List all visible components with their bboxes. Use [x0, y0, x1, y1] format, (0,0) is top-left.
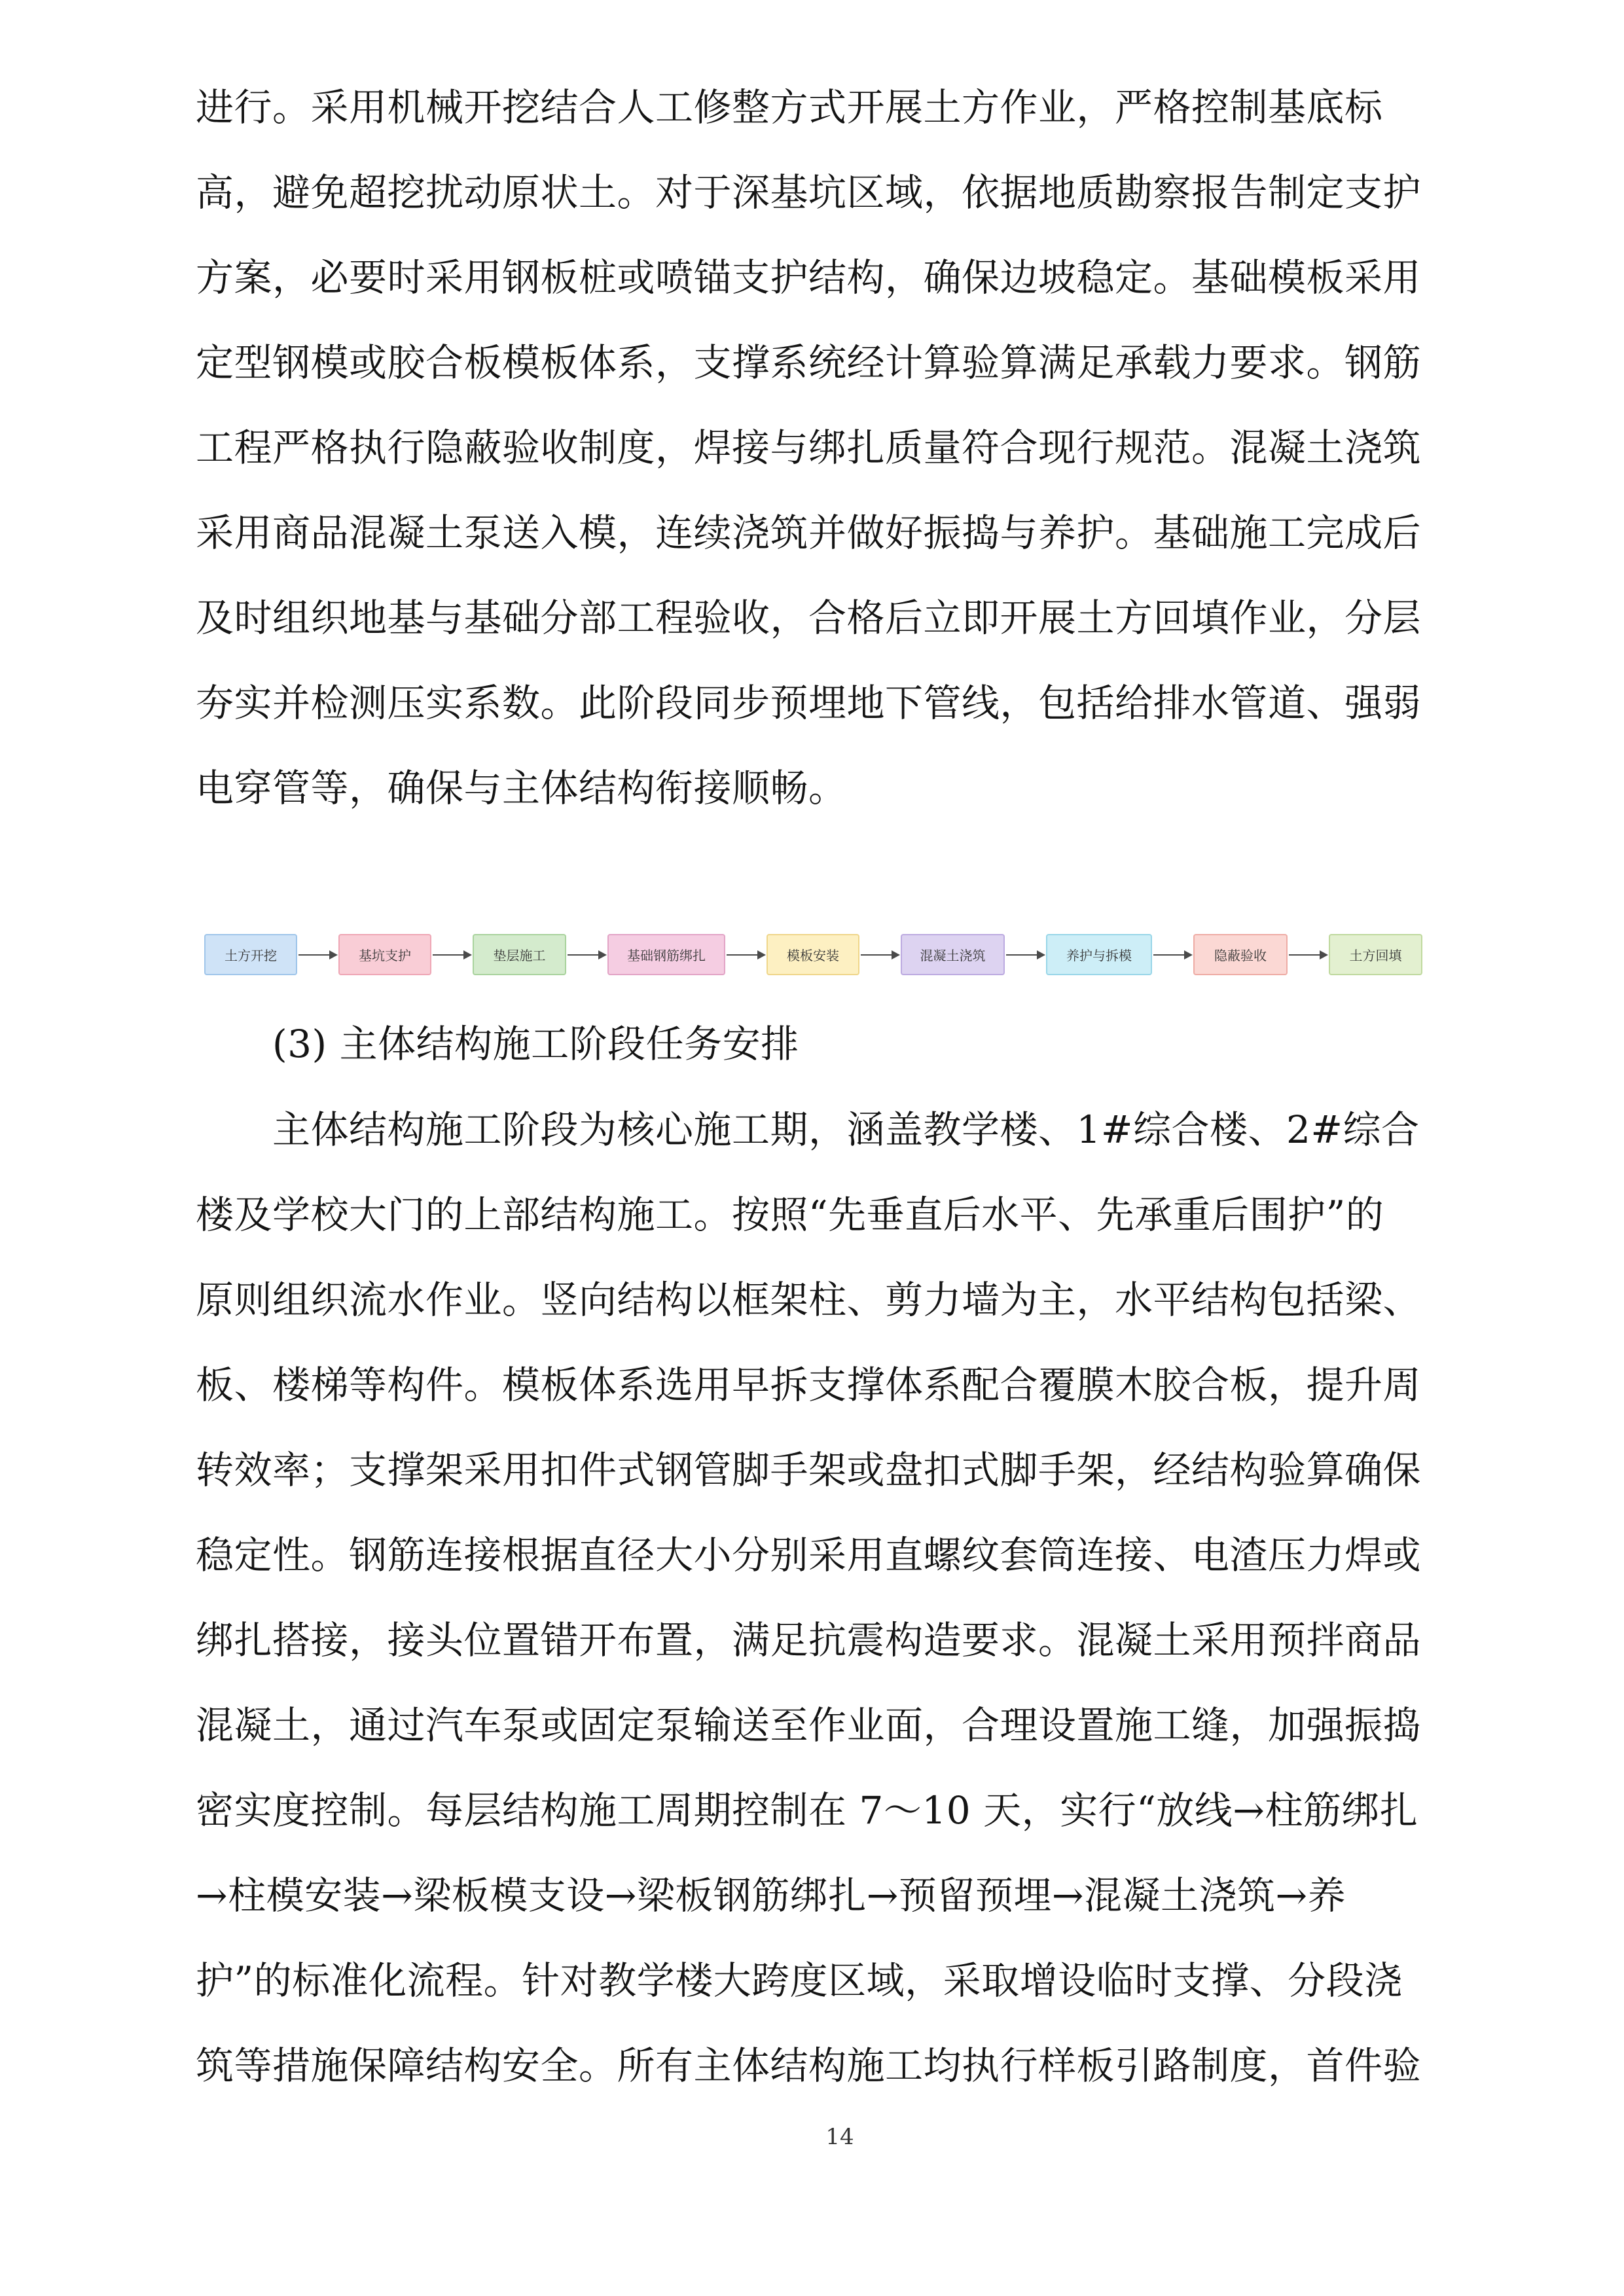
flow-arrow: [1005, 934, 1046, 975]
process-flowchart: [204, 934, 1422, 975]
flow-step-backfill: 土方回填: [1329, 934, 1422, 975]
paragraph-line: 工程严格执行隐蔽验收制度，焊接与绑扎质量符合现行规范。混凝土浇筑: [196, 425, 1422, 470]
flow-step-concrete: 混凝土浇筑: [901, 934, 1005, 975]
flow-step-curing: 养护与拆模: [1046, 934, 1152, 975]
flow-step-excavation: 土方开挖: [204, 934, 297, 975]
paragraph-line: 板、楼梯等构件。模板体系选用早拆支撑体系配合覆膜木胶合板，提升周: [196, 1363, 1422, 1407]
page-number: 14: [825, 2124, 854, 2150]
paragraph-line: 采用商品混凝土泵送入模，连续浇筑并做好振捣与养护。基础施工完成后: [196, 511, 1422, 555]
paragraph-line: 混凝土，通过汽车泵或固定泵输送至作业面，合理设置施工缝，加强振捣: [196, 1703, 1422, 1748]
flow-arrow: [431, 934, 473, 975]
paragraph-line: 及时组织地基与基础分部工程验收，合格后立即开展土方回填作业，分层: [196, 596, 1422, 640]
paragraph-line: 密实度控制。每层结构施工周期控制在 7～10 天，实行“放线→柱筋绑扎: [196, 1788, 1418, 1833]
paragraph-line: 进行。采用机械开挖结合人工修整方式开展土方作业，严格控制基底标: [196, 85, 1383, 130]
paragraph-line: 高，避免超挖扰动原状土。对于深基坑区域，依据地质勘察报告制定支护: [196, 170, 1422, 215]
flow-arrow: [297, 934, 338, 975]
flow-arrow: [725, 934, 767, 975]
paragraph-main-structure: [196, 1087, 1479, 2108]
flow-arrow: [859, 934, 901, 975]
paragraph-line: 楼及学校大门的上部结构施工。按照“先垂直后水平、先承重后围护”的: [196, 1193, 1384, 1237]
paragraph-line: 筑等措施保障结构安全。所有主体结构施工均执行样板引路制度，首件验: [196, 2043, 1422, 2088]
flow-step-formwork: 模板安装: [767, 934, 859, 975]
flow-step-inspection: 隐蔽验收: [1193, 934, 1288, 975]
paragraph-line: 主体结构施工阶段为核心施工期，涵盖教学楼、1#综合楼、2#综合: [272, 1107, 1420, 1152]
paragraph-line: 方案，必要时采用钢板桩或喷锚支护结构，确保边坡稳定。基础模板采用: [196, 255, 1422, 300]
paragraph-foundation: [196, 65, 1479, 831]
section-heading: (3) 主体结构施工阶段任务安排: [272, 1022, 799, 1066]
paragraph-line: 转效率；支撑架采用扣件式钢管脚手架或盘扣式脚手架，经结构验算确保: [196, 1448, 1422, 1492]
flow-arrow: [566, 934, 607, 975]
flow-arrow: [1288, 934, 1329, 975]
flow-step-pit-support: 基坑支护: [338, 934, 431, 975]
flow-step-cushion: 垫层施工: [473, 934, 566, 975]
paragraph-line: →柱模安装→梁板模支设→梁板钢筋绑扎→预留预埋→混凝土浇筑→养: [196, 1873, 1346, 1918]
flow-step-rebar: 基础钢筋绑扎: [607, 934, 725, 975]
paragraph-line: 夯实并检测压实系数。此阶段同步预埋地下管线，包括给排水管道、强弱: [196, 681, 1422, 725]
paragraph-line: 护”的标准化流程。针对教学楼大跨度区域，采取增设临时支撑、分段浇: [196, 1958, 1403, 2003]
paragraph-line: 定型钢模或胶合板模板体系，支撑系统经计算验算满足承载力要求。钢筋: [196, 340, 1422, 385]
paragraph-line: 原则组织流水作业。竖向结构以框架柱、剪力墙为主，水平结构包括梁、: [196, 1278, 1422, 1322]
paragraph-line: 电穿管等，确保与主体结构衔接顺畅。: [196, 766, 847, 810]
paragraph-line: 绑扎搭接，接头位置错开布置，满足抗震构造要求。混凝土采用预拌商品: [196, 1618, 1422, 1662]
flow-arrow: [1152, 934, 1193, 975]
paragraph-line: 稳定性。钢筋连接根据直径大小分别采用直螺纹套筒连接、电渣压力焊或: [196, 1533, 1422, 1577]
